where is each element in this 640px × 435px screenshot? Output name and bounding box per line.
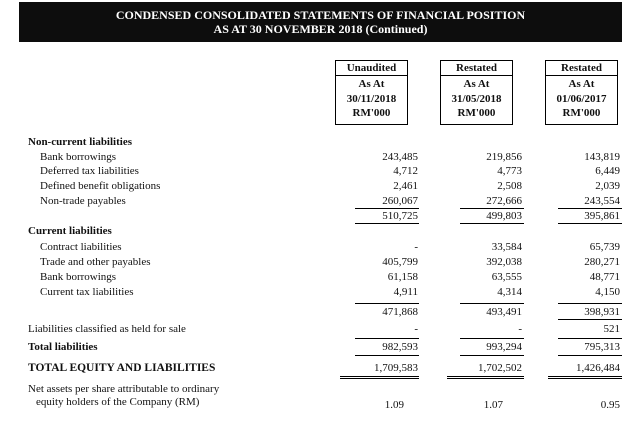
total-rule xyxy=(558,338,622,339)
row-label: Bank borrowings xyxy=(40,271,117,283)
value-cell: 1,702,502 xyxy=(478,362,522,374)
value-cell: 1,709,583 xyxy=(374,362,418,374)
subtotal-rule xyxy=(355,303,419,304)
table-row xyxy=(0,165,640,179)
subtotal-rule xyxy=(460,223,524,224)
subtotal-row xyxy=(0,210,640,224)
column-unit: RM'000 xyxy=(352,107,391,119)
total-equity-liabilities-row xyxy=(0,362,640,376)
subtotal-row xyxy=(0,306,640,320)
total-rule xyxy=(355,338,419,339)
row-label: Bank borrowings xyxy=(40,151,117,163)
value-cell: 993,294 xyxy=(486,341,522,353)
total-liabilities-row xyxy=(0,341,640,355)
subtotal-rule xyxy=(460,303,524,304)
statement-subtitle: AS AT 30 NOVEMBER 2018 (Continued) xyxy=(213,22,428,36)
value-cell: 61,158 xyxy=(387,271,418,283)
column-as-at: As At xyxy=(568,78,595,90)
value-cell: 6,449 xyxy=(595,165,620,177)
value-cell: 2,461 xyxy=(393,180,418,192)
column-date: 31/05/2018 xyxy=(451,92,502,105)
value-cell: - xyxy=(414,323,418,335)
double-rule xyxy=(340,376,419,379)
column-header-2 xyxy=(440,60,513,125)
value-cell: 260,067 xyxy=(382,195,418,207)
section-title-current: Current liabilities xyxy=(28,225,112,237)
column-header-1 xyxy=(335,60,408,125)
value-cell: 392,038 xyxy=(486,256,522,268)
row-label: Current tax liabilities xyxy=(40,286,134,298)
table-row xyxy=(0,151,640,165)
value-cell: 63,555 xyxy=(491,271,522,283)
value-cell: 0.95 xyxy=(600,399,620,411)
table-row xyxy=(0,241,640,255)
value-cell: 4,150 xyxy=(595,286,620,298)
column-status: Unaudited xyxy=(336,61,407,76)
subtotal-rule xyxy=(558,303,622,304)
value-cell: 521 xyxy=(603,323,620,335)
table-row xyxy=(0,195,640,209)
column-date: 30/11/2018 xyxy=(346,92,397,105)
value-cell: 243,485 xyxy=(382,151,418,163)
value-cell: 2,508 xyxy=(497,180,522,192)
subtotal-cell: 471,868 xyxy=(382,306,418,318)
subtotal-cell: 499,803 xyxy=(486,210,522,222)
value-cell: 1.07 xyxy=(483,399,503,411)
total-rule xyxy=(460,355,524,356)
value-cell: 1,426,484 xyxy=(576,362,620,374)
column-status: Restated xyxy=(441,61,512,76)
value-cell: 982,593 xyxy=(382,341,418,353)
value-cell: 4,314 xyxy=(497,286,522,298)
value-cell: 1.09 xyxy=(384,399,404,411)
row-label: Non-trade payables xyxy=(40,195,126,207)
value-cell: 4,911 xyxy=(393,286,418,298)
total-rule xyxy=(460,338,524,339)
section-title-non-current: Non-current liabilities xyxy=(28,136,132,148)
value-cell: 280,271 xyxy=(584,256,620,268)
total-rule xyxy=(355,355,419,356)
table-row xyxy=(0,286,640,300)
table-row xyxy=(0,180,640,194)
value-cell: 795,313 xyxy=(584,341,620,353)
table-row xyxy=(0,256,640,270)
row-label: Deferred tax liabilities xyxy=(40,165,139,177)
value-cell: - xyxy=(518,323,522,335)
row-label: Contract liabilities xyxy=(40,241,122,253)
row-label: Total liabilities xyxy=(28,341,98,353)
value-cell: 4,773 xyxy=(497,165,522,177)
value-cell: 4,712 xyxy=(393,165,418,177)
subtotal-cell: 510,725 xyxy=(382,210,418,222)
net-assets-label-line2: equity holders of the Company (RM) xyxy=(36,396,200,408)
value-cell: 219,856 xyxy=(486,151,522,163)
statement-title: CONDENSED CONSOLIDATED STATEMENTS OF FINANCIAL POSITION xyxy=(115,8,526,22)
double-rule xyxy=(447,376,524,379)
net-assets-label-line1: Net assets per share attributable to ordinary xyxy=(28,383,220,395)
column-unit: RM'000 xyxy=(562,107,601,119)
column-header-3 xyxy=(545,60,618,125)
subtotal-cell: 493,491 xyxy=(486,306,522,318)
table-row xyxy=(0,271,640,285)
subtotal-rule xyxy=(355,208,419,209)
subtotal-cell: 398,931 xyxy=(584,306,620,318)
value-cell: 405,799 xyxy=(382,256,418,268)
subtotal-rule xyxy=(558,208,622,209)
statement-title-banner xyxy=(19,2,622,42)
total-rule xyxy=(558,355,622,356)
column-date: 01/06/2017 xyxy=(556,92,607,105)
subtotal-rule xyxy=(460,208,524,209)
column-status: Restated xyxy=(546,61,617,76)
double-rule xyxy=(548,376,622,379)
column-as-at: As At xyxy=(358,78,385,90)
subtotal-rule xyxy=(558,319,622,320)
value-cell: 143,819 xyxy=(584,151,620,163)
value-cell: 272,666 xyxy=(486,195,522,207)
row-label: TOTAL EQUITY AND LIABILITIES xyxy=(28,362,216,374)
row-label: Trade and other payables xyxy=(40,256,151,268)
table-row xyxy=(0,323,640,337)
value-cell: 65,739 xyxy=(589,241,620,253)
value-cell: 33,584 xyxy=(491,241,522,253)
column-as-at: As At xyxy=(463,78,490,90)
row-label: Defined benefit obligations xyxy=(40,180,161,192)
value-cell: - xyxy=(414,241,418,253)
value-cell: 2,039 xyxy=(595,180,620,192)
subtotal-rule xyxy=(558,223,622,224)
net-assets-row xyxy=(0,399,640,413)
value-cell: 243,554 xyxy=(584,195,620,207)
column-unit: RM'000 xyxy=(457,107,496,119)
value-cell: 48,771 xyxy=(589,271,620,283)
row-label: Liabilities classified as held for sale xyxy=(28,323,186,335)
subtotal-rule xyxy=(355,223,419,224)
subtotal-cell: 395,861 xyxy=(584,210,620,222)
